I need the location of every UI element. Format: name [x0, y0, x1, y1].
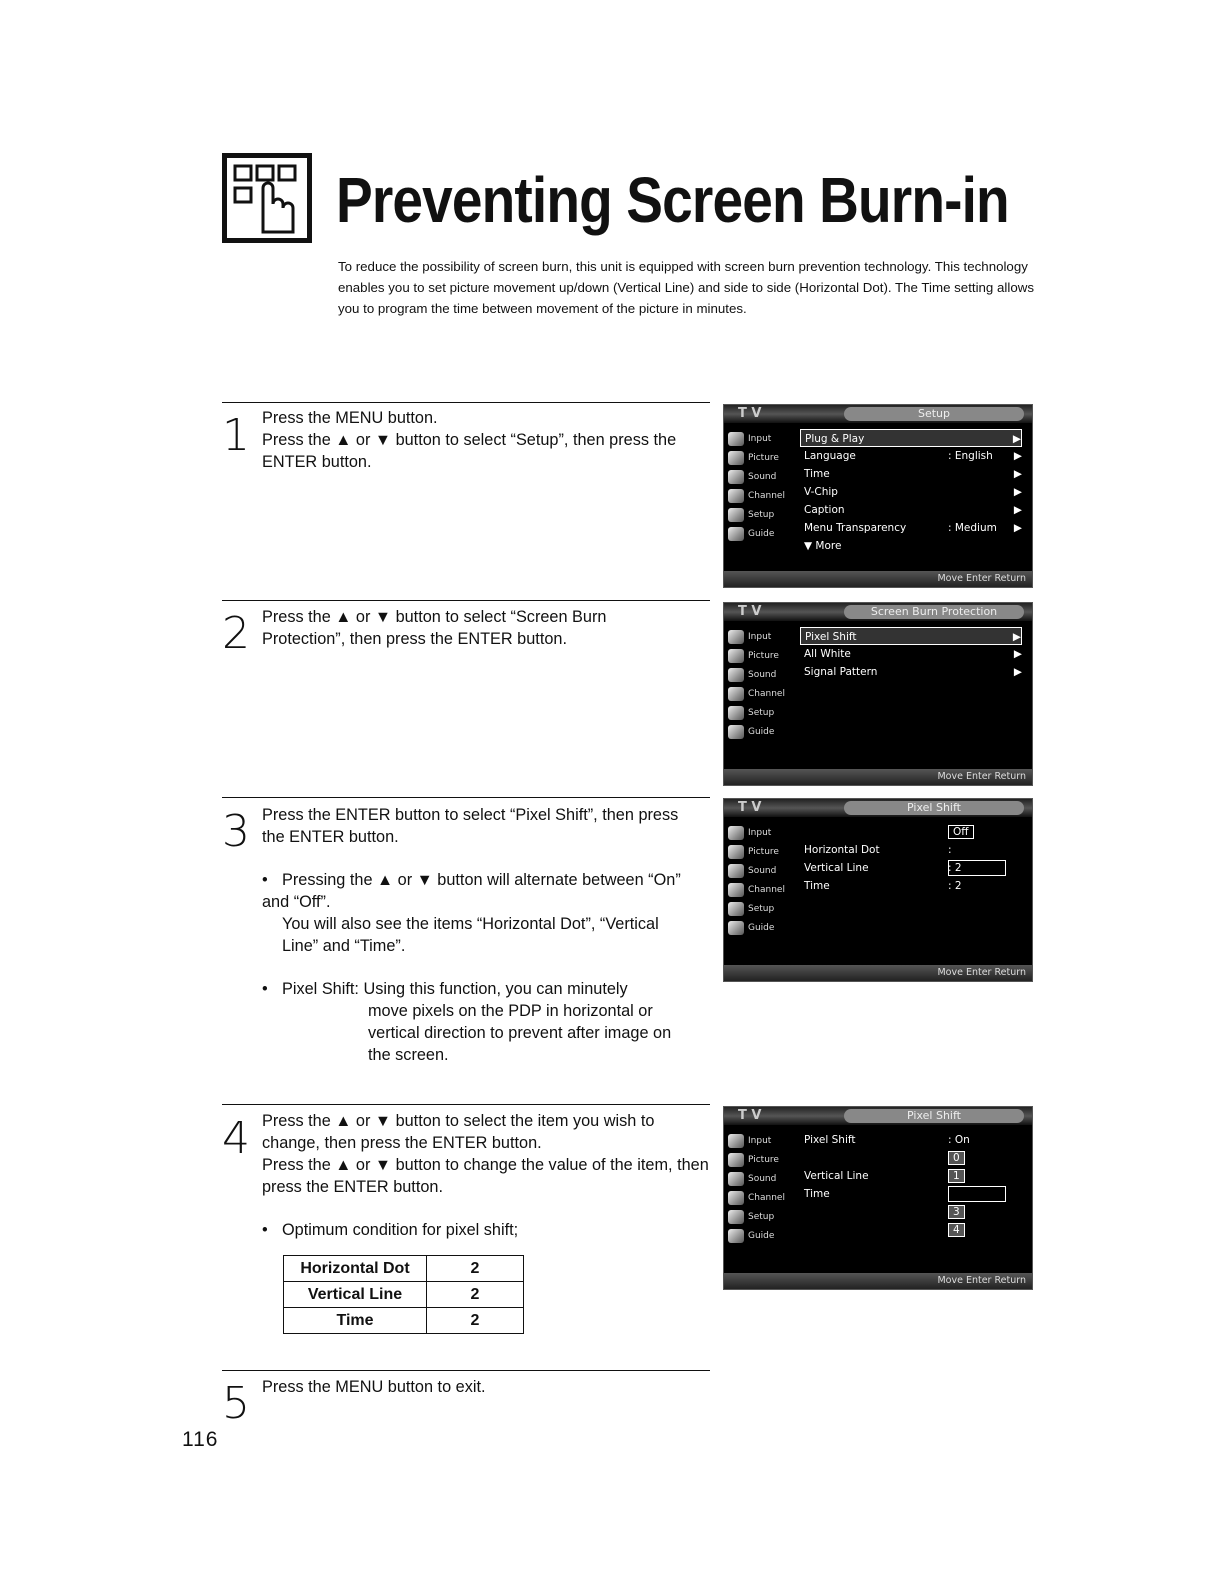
- picture-icon: [728, 649, 744, 663]
- sound-icon: [728, 470, 744, 484]
- guide-icon: [728, 725, 744, 739]
- input-icon: [728, 432, 744, 446]
- step-line: Press the ENTER button to select “Pixel Shift”, then press the ENTER button.: [262, 806, 679, 846]
- osd-menu-item: 0: [800, 1149, 1022, 1167]
- step-1-text: [262, 407, 692, 473]
- guide-icon: [728, 921, 744, 935]
- osd-sidebar-item: Channel: [728, 1188, 796, 1207]
- osd-header: [724, 1107, 1032, 1125]
- osd-tv-label: T V: [738, 800, 762, 815]
- osd-sidebar-item: Setup: [728, 899, 796, 918]
- osd-sidebar-item: Sound: [728, 861, 796, 880]
- osd-menu-item: ▼ More: [804, 540, 842, 552]
- osd-title: Pixel Shift: [844, 801, 1024, 815]
- osd-menu-item: Pixel Shift ▶: [800, 627, 1022, 645]
- osd-sidebar-item: Setup: [728, 505, 796, 524]
- osd-menu-item: Vertical Line 1: [800, 1167, 1022, 1185]
- osd-menu-item: Menu Transparency : Medium ▶: [804, 522, 1022, 534]
- table-cell: 2: [427, 1256, 524, 1282]
- bullet-lead: Pressing the ▲ or ▼ button will alternate between “On” and “Off”.: [262, 871, 681, 911]
- step-number: 1: [222, 410, 250, 461]
- channel-icon: [728, 489, 744, 503]
- osd-footer: Move Enter Return: [724, 769, 1032, 785]
- osd-sidebar-item: Input: [728, 429, 796, 448]
- hand-pointer-icon: [227, 158, 307, 238]
- intro-paragraph: To reduce the possibility of screen burn, this unit is equipped with screen burn prevention technology. This technology enables you to set picture movement up/down (Vertical Line) and side to side (Horizontal Dot). The Time setting allows you to program the time between movement of the picture in minutes.: [338, 259, 1034, 316]
- table-row: [284, 1308, 524, 1334]
- page-number: 116: [182, 1428, 219, 1451]
- input-icon: [728, 630, 744, 644]
- osd-menu-item: Language : English ▶: [804, 450, 1022, 462]
- osd-menu-item: All White ▶: [804, 648, 1022, 660]
- osd-menu-item: Horizontal Dot :: [800, 841, 1022, 859]
- step-divider: [222, 1370, 710, 1371]
- sound-icon: [728, 864, 744, 878]
- osd-menu-item: Time : 2: [804, 880, 962, 892]
- table-cell: Vertical Line: [284, 1282, 427, 1308]
- osd-sidebar-item: Sound: [728, 467, 796, 486]
- step-line: Press the MENU button to exit.: [262, 1378, 486, 1396]
- osd-sidebar-item: Channel: [728, 486, 796, 505]
- osd-menu: [800, 429, 1022, 555]
- step-4-text: [262, 1110, 710, 1198]
- osd-footer: Move Enter Return: [724, 965, 1032, 981]
- page-title: Preventing Screen Burn-in: [336, 164, 1009, 236]
- osd-sidebar-item: Input: [728, 1131, 796, 1150]
- step-divider: [222, 402, 710, 403]
- channel-icon: [728, 883, 744, 897]
- osd-tv-label: T V: [738, 406, 762, 421]
- step-number: 4: [222, 1113, 250, 1164]
- setup-icon: [728, 706, 744, 720]
- osd-screenshot-setup: [723, 404, 1033, 588]
- osd-sidebar-item: Setup: [728, 703, 796, 722]
- bullet-continuation: You will also see the items “Horizontal Dot”, “Vertical Line” and “Time”.: [282, 915, 659, 955]
- sound-icon: [728, 1172, 744, 1186]
- step-number: 2: [222, 608, 250, 659]
- table-row: [284, 1282, 524, 1308]
- channel-icon: [728, 1191, 744, 1205]
- step-line: Press the ▲ or ▼ button to select the item you wish to change, then press the ENTER button.: [262, 1112, 655, 1152]
- osd-menu-item: Caption ▶: [804, 504, 1022, 516]
- osd-sidebar-item: Channel: [728, 684, 796, 703]
- step-2-text: [262, 606, 642, 650]
- osd-title: Screen Burn Protection: [844, 605, 1024, 619]
- osd-sidebar-item: Picture: [728, 646, 796, 665]
- osd-menu-item: Signal Pattern ▶: [804, 666, 1022, 678]
- osd-sidebar-item: Input: [728, 627, 796, 646]
- osd-menu-item: Time: [800, 1185, 1022, 1203]
- optimum-condition-table: [283, 1255, 524, 1334]
- osd-menu-item: Time ▶: [804, 468, 1022, 480]
- osd-header: [724, 603, 1032, 621]
- osd-header: [724, 799, 1032, 817]
- osd-sidebar-item: Guide: [728, 722, 796, 741]
- osd-screenshot-screen-burn-protection: [723, 602, 1033, 786]
- osd-sidebar-item: Guide: [728, 918, 796, 937]
- table-cell: Time: [284, 1308, 427, 1334]
- table-row: [284, 1256, 524, 1282]
- sound-icon: [728, 668, 744, 682]
- osd-menu-item: Off: [800, 823, 1022, 841]
- bullet-lead: Pixel Shift: Using this function, you can minutely: [282, 980, 628, 998]
- step-divider: [222, 600, 710, 601]
- osd-sidebar-item: Setup: [728, 1207, 796, 1226]
- step-line: Press the MENU button.: [262, 409, 438, 427]
- osd-menu-item: Vertical Line : 2: [804, 862, 962, 874]
- setup-icon: [728, 1210, 744, 1224]
- osd-menu-item: Pixel Shift : On: [804, 1134, 970, 1146]
- bullet-continuation: move pixels on the PDP in horizontal or vertical direction to prevent after image on the screen.: [368, 1002, 672, 1064]
- osd-menu-item: V-Chip ▶: [804, 486, 1022, 498]
- picture-icon: [728, 845, 744, 859]
- osd-menu: [800, 627, 1022, 681]
- step-line: Press the ▲ or ▼ button to change the value of the item, then press the ENTER button.: [262, 1156, 709, 1196]
- osd-header: [724, 405, 1032, 423]
- osd-menu: [800, 823, 1022, 895]
- step-divider: [222, 797, 710, 798]
- step-number: 5: [222, 1378, 250, 1429]
- osd-title: Pixel Shift: [844, 1109, 1024, 1123]
- setup-icon: [728, 902, 744, 916]
- setup-icon: [728, 508, 744, 522]
- osd-sidebar-item: Sound: [728, 1169, 796, 1188]
- table-cell: 2: [427, 1308, 524, 1334]
- osd-sidebar-item: Input: [728, 823, 796, 842]
- osd-menu-item: 3: [800, 1203, 1022, 1221]
- osd-sidebar-item: Channel: [728, 880, 796, 899]
- guide-icon: [728, 1229, 744, 1243]
- table-cell: 2: [427, 1282, 524, 1308]
- osd-tv-label: T V: [738, 604, 762, 619]
- osd-footer: Move Enter Return: [724, 571, 1032, 587]
- osd-tv-label: T V: [738, 1108, 762, 1123]
- step-divider: [222, 1104, 710, 1105]
- bullet-lead: Optimum condition for pixel shift;: [282, 1221, 519, 1239]
- osd-menu-item: 4: [800, 1221, 1022, 1239]
- step-3-text: [262, 804, 702, 848]
- step-number: 3: [222, 806, 250, 857]
- step-line: Press the ▲ or ▼ button to select “Screen Burn Protection”, then press the ENTER button.: [262, 608, 607, 648]
- osd-title: Setup: [844, 407, 1024, 421]
- osd-sidebar: [728, 1131, 796, 1245]
- section-icon: [222, 153, 312, 243]
- osd-sidebar-item: Picture: [728, 842, 796, 861]
- osd-sidebar: [728, 823, 796, 937]
- osd-sidebar-item: Picture: [728, 448, 796, 467]
- channel-icon: [728, 687, 744, 701]
- bullet-item: • Pixel Shift: Using this function, you can minutely move pixels on the PDP in horizontal or vertical direction to prevent after image on the screen.: [262, 978, 692, 1066]
- guide-icon: [728, 527, 744, 541]
- bullet-item: • Pressing the ▲ or ▼ button will alternate between “On” and “Off”. You will also see the items “Horizontal Dot”, “Vertical Line” and “Time”.: [262, 869, 692, 957]
- step-line: Press the ▲ or ▼ button to select “Setup”, then press the ENTER button.: [262, 431, 677, 471]
- step-5-text: [262, 1376, 486, 1398]
- table-cell: Horizontal Dot: [284, 1256, 427, 1282]
- osd-sidebar-item: Guide: [728, 1226, 796, 1245]
- input-icon: [728, 1134, 744, 1148]
- osd-menu: [800, 1131, 1022, 1239]
- bullet-item: • Optimum condition for pixel shift;: [262, 1221, 519, 1239]
- osd-sidebar-item: Guide: [728, 524, 796, 543]
- osd-sidebar: [728, 429, 796, 543]
- osd-footer: Move Enter Return: [724, 1273, 1032, 1289]
- osd-menu-item: Plug & Play ▶: [800, 429, 1022, 447]
- osd-sidebar: [728, 627, 796, 741]
- osd-screenshot-pixel-shift-values: [723, 1106, 1033, 1290]
- input-icon: [728, 826, 744, 840]
- picture-icon: [728, 1153, 744, 1167]
- osd-sidebar-item: Sound: [728, 665, 796, 684]
- osd-sidebar-item: Picture: [728, 1150, 796, 1169]
- osd-screenshot-pixel-shift: [723, 798, 1033, 982]
- picture-icon: [728, 451, 744, 465]
